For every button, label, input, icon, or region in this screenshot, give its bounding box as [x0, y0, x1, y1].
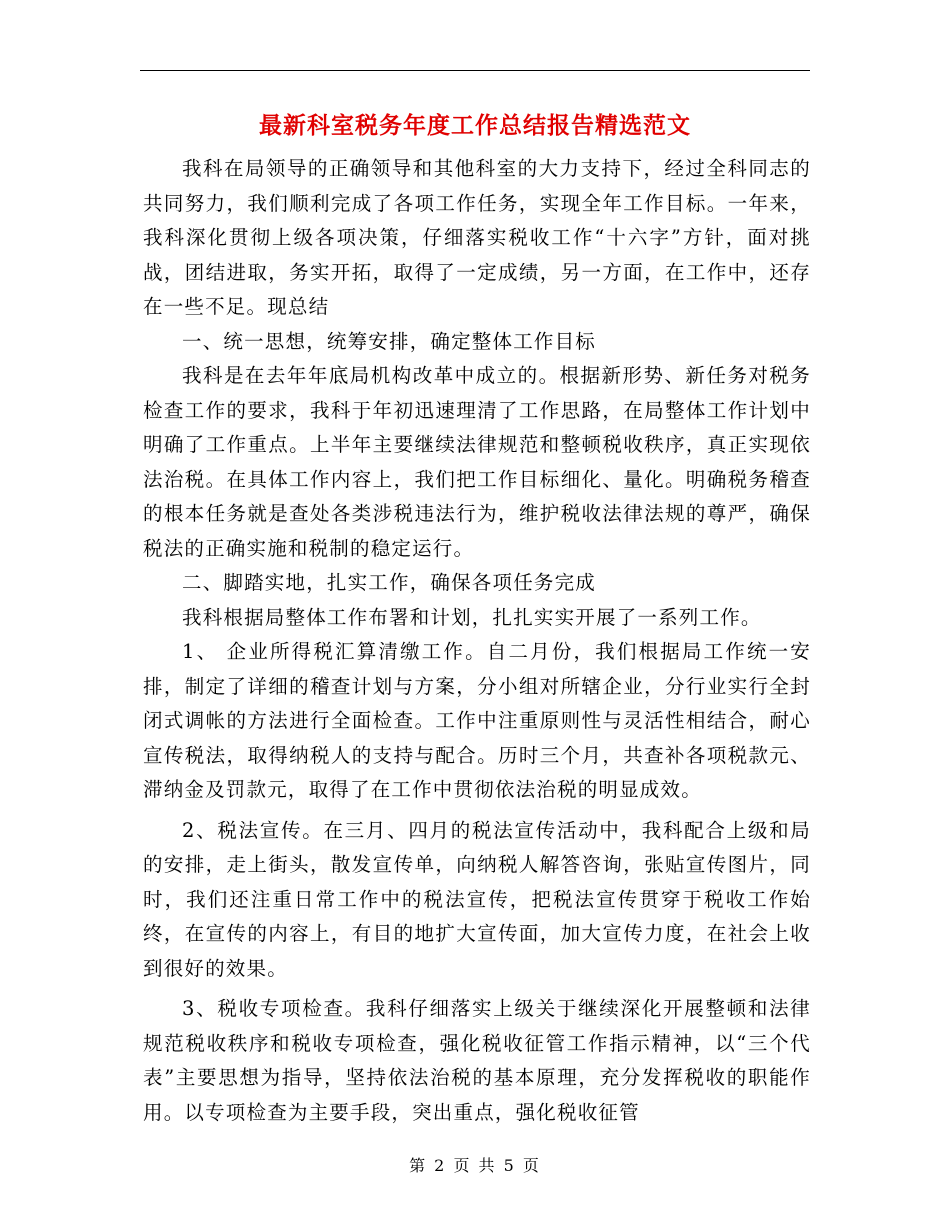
header-rule: [140, 70, 810, 71]
paragraph-intro: 我科在局领导的正确领导和其他科室的大力支持下，经过全科同志的共同努力，我们顺利完成了各项工作任务，实现全年工作目标。一年来，我科深化贯彻上级各项决策，仔细落实税收工作“十六字”方针，面对挑战，团结进取，务实开拓，取得了一定成绩，另一方面，在工作中，还存在一些不足。现总结: [143, 157, 811, 318]
paragraph-section-1: 我科是在去年年底局机构改革中成立的。根据新形势、新任务对税务检查工作的要求，我科于年初迅速理清了工作思路，在局整体工作计划中明确了工作重点。上半年主要继续法律规范和整顿税收秩序，真正实现依法治税。在具体工作内容上，我们把工作目标细化、量化。明确税务稽查的根本任务就是查处各类涉税违法行为，维护税收法律法规的尊严，确保税法的正确实施和税制的稳定运行。: [143, 364, 811, 560]
paragraph-item-2: 2、税法宣传。在三月、四月的税法宣传活动中，我科配合上级和局的安排，走上街头，散发宣传单，向纳税人解答咨询，张贴宣传图片，同时，我们还注重日常工作中的税法宣传，把税法宣传贯穿于税收工作始终，在宣传的内容上，有目的地扩大宣传面，加大宣传力度，在社会上收到很好的效果。: [143, 818, 811, 980]
paragraph-item-3: 3、税收专项检查。我科仔细落实上级关于继续深化开展整顿和法律规范税收秩序和税收专项检查，强化税收征管工作指示精神，以“三个代表”主要思想为指导，坚持依法治税的基本原理，充分发挥税收的职能作用。以专项检查为主要手段，突出重点，强化税收征管: [143, 997, 811, 1124]
document-title: 最新科室税务年度工作总结报告精选范文: [259, 112, 691, 139]
section-heading-1: 一、统一思想，统筹安排，确定整体工作目标: [182, 329, 597, 353]
document-body: [143, 152, 811, 1136]
paragraph-item-1: 1、 企业所得税汇算清缴工作。自二月份，我们根据局工作统一安排，制定了详细的稽查计划与方案，分小组对所辖企业，分行业实行全封闭式调帐的方法进行全面检查。工作中注重原则性与灵活性相结合，耐心宣传税法，取得纳税人的支持与配合。历时三个月，共查补各项税款元、滞纳金及罚款元，取得了在工作中贯彻依法治税的明显成效。: [143, 640, 811, 801]
section-heading-2: 二、脚踏实地，扎实工作，确保各项任务完成: [182, 571, 597, 594]
page-number-footer: 第 2 页 共 5 页: [409, 1156, 541, 1175]
paragraph-section-2-intro: 我科根据局整体工作布署和计划，扎扎实实开展了一系列工作。: [182, 605, 762, 629]
